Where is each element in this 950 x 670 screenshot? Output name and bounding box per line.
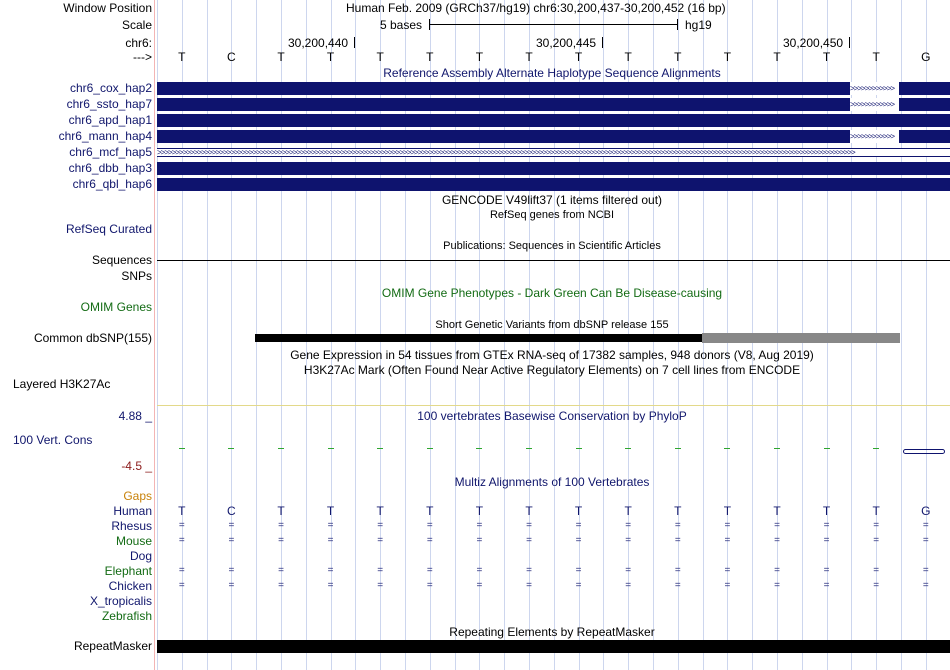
match-symbol: = (178, 535, 185, 546)
haplo-label[interactable]: chr6_dbb_hap3 (68, 161, 152, 175)
coord-tick-3: 30,200,450 (783, 36, 844, 50)
match-symbol: = (823, 565, 830, 576)
phylop-score (328, 448, 334, 449)
match-symbol: = (228, 520, 235, 531)
human-base: C (227, 504, 236, 518)
h3k27ac-title[interactable]: H3K27Ac Mark (Often Found Near Active Regulatory Elements) on 7 cell lines from ENCODE (303, 363, 801, 377)
haplo-alignment[interactable] (157, 148, 950, 157)
match-symbol: = (922, 520, 929, 531)
match-symbol: = (674, 535, 681, 546)
match-symbol: = (178, 520, 185, 531)
publications-title[interactable]: Publications: Sequences in Scientific Articles (443, 240, 661, 252)
match-symbol: = (327, 520, 334, 531)
match-symbol: = (526, 535, 532, 546)
match-symbol: = (625, 535, 632, 546)
gencode-title[interactable]: GENCODE V49lift37 (1 items filtered out) (441, 193, 663, 207)
h3k27ac-label[interactable]: Layered H3K27Ac (13, 377, 111, 391)
scale-bar (430, 24, 677, 25)
ruler-base: T (624, 50, 632, 64)
match-symbol: = (278, 565, 284, 576)
phylop-score (675, 448, 681, 449)
haplo-alignment[interactable] (157, 98, 950, 111)
haplo-alignment[interactable] (157, 130, 950, 143)
dbsnp-label[interactable]: Common dbSNP(155) (33, 331, 152, 345)
match-symbol: = (575, 520, 582, 531)
match-symbol: = (476, 580, 483, 591)
phylop-score (179, 448, 185, 449)
match-symbol: = (377, 565, 384, 576)
match-symbol: = (526, 520, 532, 531)
human-base: T (773, 504, 781, 518)
match-symbol: = (625, 580, 632, 591)
haplo-label[interactable]: chr6_ssto_hap7 (66, 97, 152, 111)
phylop-title[interactable]: 100 vertebrates Basewise Conservation by PhyloP (417, 409, 687, 423)
match-symbol: = (674, 580, 681, 591)
phylop-top-line (157, 405, 950, 406)
chrom-label: chr6: (125, 36, 152, 50)
repeat-label[interactable]: RepeatMasker (73, 639, 152, 653)
ruler-base: T (773, 50, 781, 64)
dbsnp-title[interactable]: Short Genetic Variants from dbSNP release 155 (435, 319, 669, 331)
gtex-title[interactable]: Gene Expression in 54 tissues from GTEx RNA-seq of 17382 samples, 948 donors (V8, Aug 2019) (290, 348, 814, 362)
ruler-base: T (326, 50, 335, 64)
coord-tick-1: 30,200,440 (288, 36, 349, 50)
match-symbol: = (426, 535, 433, 546)
human-base: T (277, 504, 285, 518)
human-base: T (326, 504, 335, 518)
match-symbol: = (873, 580, 880, 591)
refseq-label[interactable]: RefSeq Curated (65, 222, 152, 236)
match-symbol: = (873, 565, 880, 576)
scale-assembly: hg19 (685, 18, 712, 32)
match-symbol: = (774, 580, 780, 591)
species-label[interactable]: Mouse (115, 534, 152, 548)
sequences-label[interactable]: Sequences (91, 253, 152, 267)
phylop-score (377, 448, 383, 449)
ruler-base: T (475, 50, 484, 64)
match-symbol: = (178, 580, 185, 591)
gap-chevrons: >>>>>>>>>>>> (850, 133, 895, 141)
match-symbol: = (228, 535, 235, 546)
match-symbol: = (476, 520, 483, 531)
ruler-base: T (376, 50, 384, 64)
coord-tick-mark-2 (602, 37, 603, 48)
phylop-min: -4.5 _ (121, 459, 152, 473)
phylop-score (576, 448, 582, 449)
phylop-score (526, 448, 532, 449)
match-symbol: = (873, 520, 880, 531)
human-base: T (525, 504, 533, 518)
match-symbol: = (774, 520, 780, 531)
match-symbol: = (674, 565, 681, 576)
match-symbol: = (476, 535, 483, 546)
match-symbol: = (625, 520, 632, 531)
phylop-score (427, 448, 433, 449)
match-symbol: = (526, 565, 532, 576)
human-base: T (624, 504, 632, 518)
phylop-negative-mark (903, 449, 945, 454)
dbsnp-feature-grey[interactable] (702, 333, 900, 343)
match-symbol: = (178, 565, 185, 576)
phylop-score (476, 448, 482, 449)
match-symbol: = (228, 565, 235, 576)
haplo-label[interactable]: chr6_mcf_hap5 (69, 145, 152, 159)
haplo-alignment[interactable] (157, 114, 950, 127)
human-base: T (723, 504, 732, 518)
ruler-base: T (674, 50, 682, 64)
haplo-label[interactable]: chr6_qbl_hap6 (72, 177, 152, 191)
ruler-base: C (227, 50, 236, 64)
phylop-score (824, 448, 830, 449)
phylop-score (724, 448, 730, 449)
human-base: T (574, 504, 583, 518)
alignment-gap (850, 130, 899, 143)
refseq-title[interactable]: RefSeq genes from NCBI (489, 209, 615, 221)
phylop-score (873, 448, 879, 449)
label-divider (154, 0, 155, 670)
match-symbol: = (575, 535, 582, 546)
match-symbol: = (724, 580, 731, 591)
species-label[interactable]: Elephant (104, 564, 152, 578)
species-label[interactable]: Rhesus (111, 519, 152, 533)
match-symbol: = (426, 520, 433, 531)
match-symbol: = (377, 520, 384, 531)
match-symbol: = (426, 565, 433, 576)
alignment-gap (850, 98, 899, 111)
scale-bases: 5 bases (380, 18, 423, 32)
match-symbol: = (327, 565, 334, 576)
haplo-alignment[interactable] (157, 178, 950, 191)
haplo-label[interactable]: chr6_apd_hap1 (68, 113, 152, 127)
match-symbol: = (426, 580, 433, 591)
phylop-score (278, 448, 284, 449)
human-base: G (921, 504, 931, 518)
scale-right-tick (677, 19, 678, 30)
haplo-label[interactable]: chr6_mann_hap4 (58, 129, 152, 143)
snps-label[interactable]: SNPs (121, 269, 152, 283)
match-symbol: = (774, 565, 780, 576)
human-base: T (822, 504, 831, 518)
window-position-label: Window Position (63, 1, 152, 15)
match-symbol: = (922, 580, 929, 591)
repeat-feature[interactable] (157, 640, 950, 653)
match-symbol: = (922, 565, 929, 576)
omim-title[interactable]: OMIM Gene Phenotypes - Dark Green Can Be Disease-causing (381, 286, 723, 300)
match-symbol: = (873, 535, 880, 546)
match-symbol: = (377, 535, 384, 546)
match-symbol: = (575, 580, 582, 591)
match-symbol: = (476, 565, 483, 576)
species-label[interactable]: Chicken (108, 579, 152, 593)
multiz-title[interactable]: Multiz Alignments of 100 Vertebrates (454, 475, 650, 489)
ruler-base: T (277, 50, 285, 64)
match-symbol: = (377, 580, 384, 591)
species-label[interactable]: Dog (129, 549, 152, 563)
match-symbol: = (724, 535, 731, 546)
match-symbol: = (823, 535, 830, 546)
match-symbol: = (625, 565, 632, 576)
phylop-label[interactable]: 100 Vert. Cons (13, 433, 93, 447)
match-symbol: = (823, 520, 830, 531)
ruler-base: T (723, 50, 732, 64)
coord-tick-mark-3 (849, 37, 850, 48)
gap-chevrons: >>>>>>>>>>>> (850, 101, 895, 109)
alt-haplo-title[interactable]: Reference Assembly Alternate Haplotype Sequence Alignments (383, 66, 721, 80)
ruler-base: T (822, 50, 831, 64)
phylop-score (625, 448, 631, 449)
ruler-base: T (872, 50, 880, 64)
haplo-alignment[interactable] (157, 162, 950, 175)
human-base: T (376, 504, 384, 518)
match-symbol: = (278, 535, 284, 546)
match-symbol: = (922, 535, 929, 546)
haplo-alignment[interactable] (157, 82, 950, 95)
window-position-value: Human Feb. 2009 (GRCh37/hg19) chr6:30,200,437-30,200,452 (16 bp) (346, 1, 726, 15)
human-base: T (475, 504, 484, 518)
haplo-label[interactable]: chr6_cox_hap2 (69, 81, 152, 95)
match-symbol: = (575, 565, 582, 576)
match-symbol: = (327, 580, 334, 591)
match-symbol: = (526, 580, 532, 591)
strand-chevrons: >>>>>>>>>>>>>>>>>>>>>>>>>>>>>>>>>>>>>>>>>>>>>>>>>>>>>>>>>>>>>>>>>>>>>>>>>>>>>>>>>>>>>>>>>>>>>>>>>>>>>>>>>>>>>>>>>>>>>>>>>>>>>>>>>>>>>>>>>>>>>>>>>>>>>>>>>>>>>>>>>>>>>>>>>>>>>>>>>>>>>>>>>>>>>> (157, 149, 855, 157)
match-symbol: = (327, 535, 334, 546)
gap-chevrons: >>>>>>>>>>>> (850, 85, 895, 93)
gaps-label[interactable]: Gaps (123, 489, 152, 503)
strand-label: ---> (133, 50, 152, 64)
phylop-score (774, 448, 780, 449)
species-label[interactable]: Human (113, 504, 152, 518)
coord-tick-2: 30,200,445 (536, 36, 597, 50)
ruler-base: T (178, 50, 186, 64)
match-symbol: = (228, 580, 235, 591)
ruler-base: T (525, 50, 533, 64)
human-base: T (178, 504, 186, 518)
coord-tick-mark-1 (354, 37, 355, 48)
species-label[interactable]: X_tropicalis (89, 594, 152, 608)
match-symbol: = (774, 535, 780, 546)
match-symbol: = (724, 520, 731, 531)
human-base: T (872, 504, 880, 518)
human-base: T (426, 504, 434, 518)
match-symbol: = (278, 520, 284, 531)
phylop-score (228, 448, 234, 449)
repeat-title[interactable]: Repeating Elements by RepeatMasker (449, 625, 655, 639)
ruler-base: T (574, 50, 583, 64)
match-symbol: = (674, 520, 681, 531)
match-symbol: = (823, 580, 830, 591)
species-label[interactable]: Zebrafish (101, 609, 152, 623)
match-symbol: = (278, 580, 284, 591)
ruler-base: T (426, 50, 434, 64)
ruler-base: G (921, 50, 931, 64)
human-base: T (674, 504, 682, 518)
scale-label: Scale (121, 18, 152, 32)
alignment-gap (850, 82, 899, 95)
omim-label[interactable]: OMIM Genes (80, 300, 152, 314)
phylop-max: 4.88 _ (118, 409, 152, 423)
match-symbol: = (724, 565, 731, 576)
sequences-line (157, 260, 950, 261)
